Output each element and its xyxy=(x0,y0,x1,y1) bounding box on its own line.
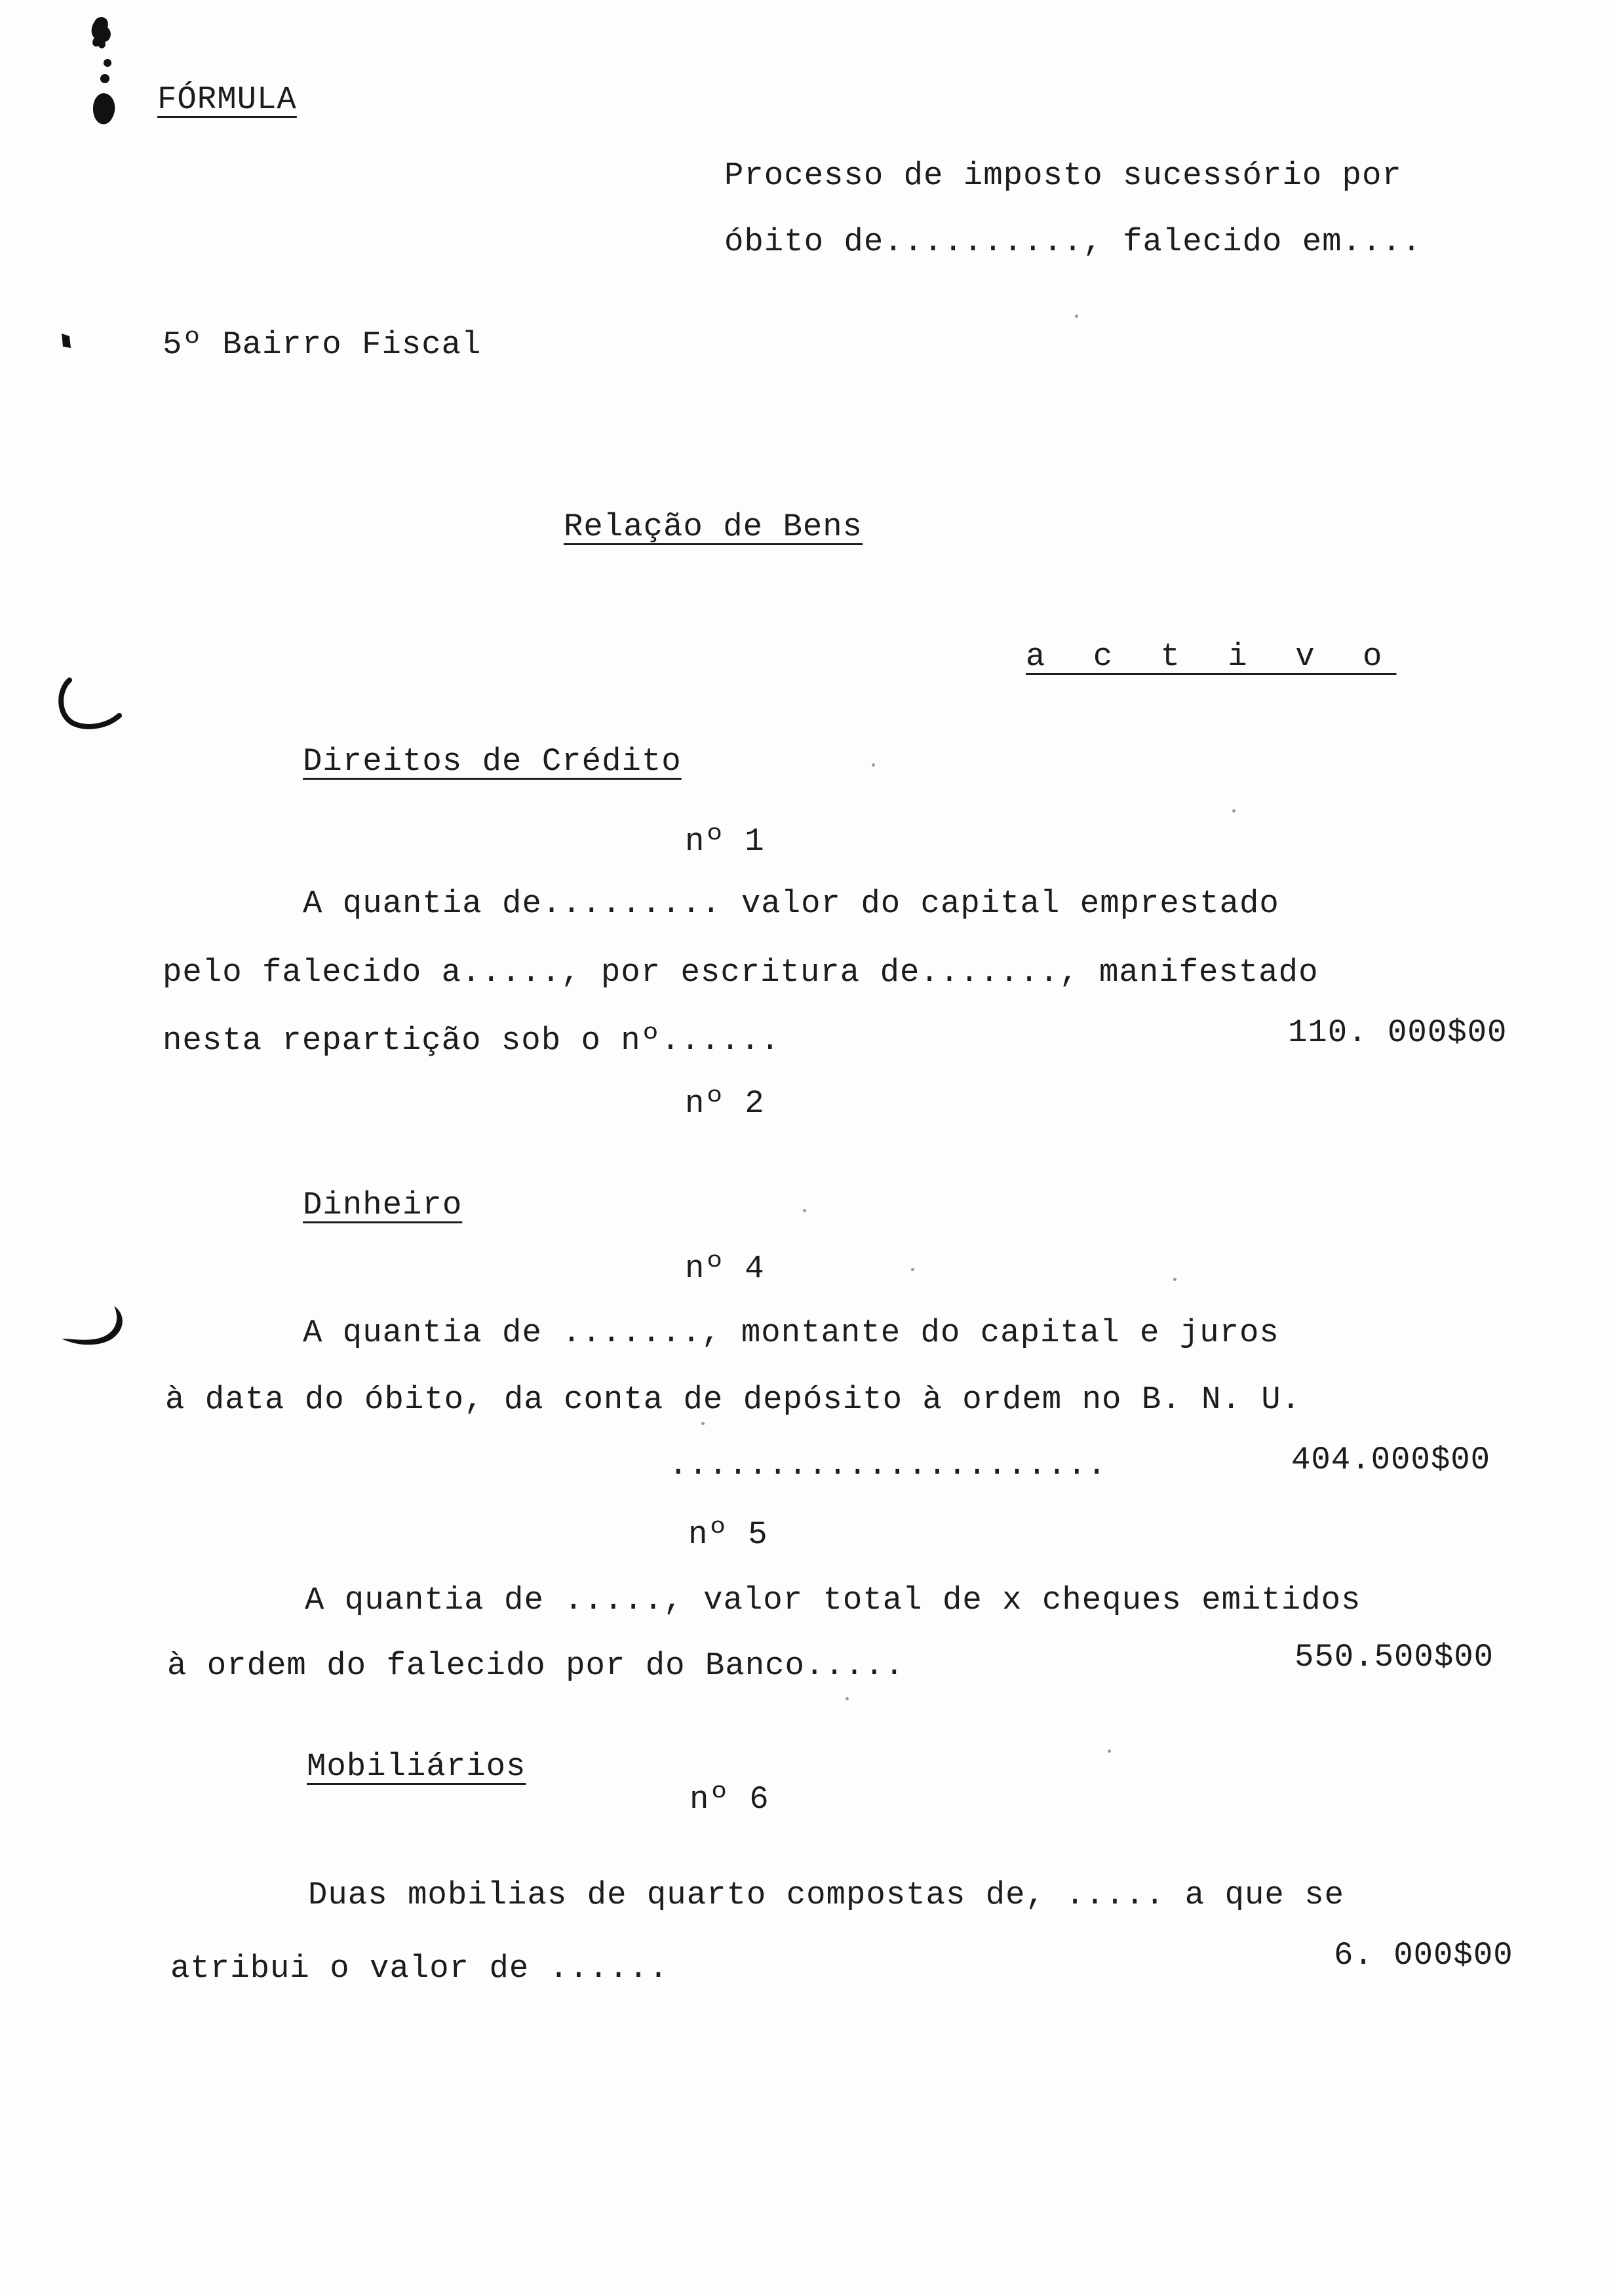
paper-speck xyxy=(1075,315,1078,318)
paper-speck xyxy=(1232,809,1236,813)
item4-line-3: ...................... xyxy=(669,1447,1107,1483)
paper-speck xyxy=(911,1268,914,1271)
fiscal-district: 5º Bairro Fiscal xyxy=(163,326,482,363)
item6-line-2: atribui o valor de ...... xyxy=(170,1950,669,1987)
heading-furniture: Mobiliários xyxy=(307,1748,526,1785)
item6-line-1: Duas mobilias de quarto compostas de, ..... a que se xyxy=(308,1877,1345,1913)
item-number-6: nº 6 xyxy=(690,1781,769,1818)
paper-speck xyxy=(846,1697,849,1700)
form-label: FÓRMULA xyxy=(157,81,297,118)
process-line-2: óbito de.........., falecido em.... xyxy=(724,223,1422,260)
item1-line-3: nesta repartição sob o nº...... xyxy=(163,1022,781,1059)
item-number-1: nº 1 xyxy=(685,823,765,860)
item4-line-2: à data do óbito, da conta de depósito à ordem no B. N. U. xyxy=(165,1381,1302,1418)
punch-hole-arc-lower xyxy=(58,1301,136,1360)
item1-amount: 110. 000$00 xyxy=(1288,1014,1508,1051)
item4-line-1: A quantia de ......., montante do capital e juros xyxy=(303,1314,1279,1351)
margin-tick-mark xyxy=(58,331,75,351)
paper-speck xyxy=(872,763,875,767)
item4-amount: 404.000$00 xyxy=(1291,1442,1491,1478)
item5-amount: 550.500$00 xyxy=(1294,1639,1494,1675)
punch-hole-arc-upper xyxy=(54,675,126,734)
section-heading-activo: a c t i v o xyxy=(1026,638,1397,675)
item5-line-1: A quantia de ....., valor total de x cheques emitidos xyxy=(305,1582,1361,1618)
ink-blot-mark xyxy=(85,13,125,131)
heading-credit-rights: Direitos de Crédito xyxy=(303,743,682,780)
item-number-2: nº 2 xyxy=(685,1085,765,1122)
paper-speck xyxy=(701,1422,705,1425)
item1-line-2: pelo falecido a....., por escritura de......., manifestado xyxy=(163,954,1319,991)
item5-line-2: à ordem do falecido por do Banco..... xyxy=(167,1647,905,1684)
paper-speck xyxy=(1173,1278,1177,1281)
item-number-4: nº 4 xyxy=(685,1250,765,1287)
paper-speck xyxy=(803,1209,806,1212)
document-title: Relação de Bens xyxy=(564,508,863,545)
process-line-1: Processo de imposto sucessório por xyxy=(724,157,1402,194)
paper-speck xyxy=(1108,1750,1111,1753)
item-number-5: nº 5 xyxy=(688,1516,768,1553)
item6-amount: 6. 000$00 xyxy=(1334,1937,1513,1974)
heading-money: Dinheiro xyxy=(303,1187,463,1223)
item1-line-1: A quantia de......... valor do capital emprestado xyxy=(303,885,1279,922)
